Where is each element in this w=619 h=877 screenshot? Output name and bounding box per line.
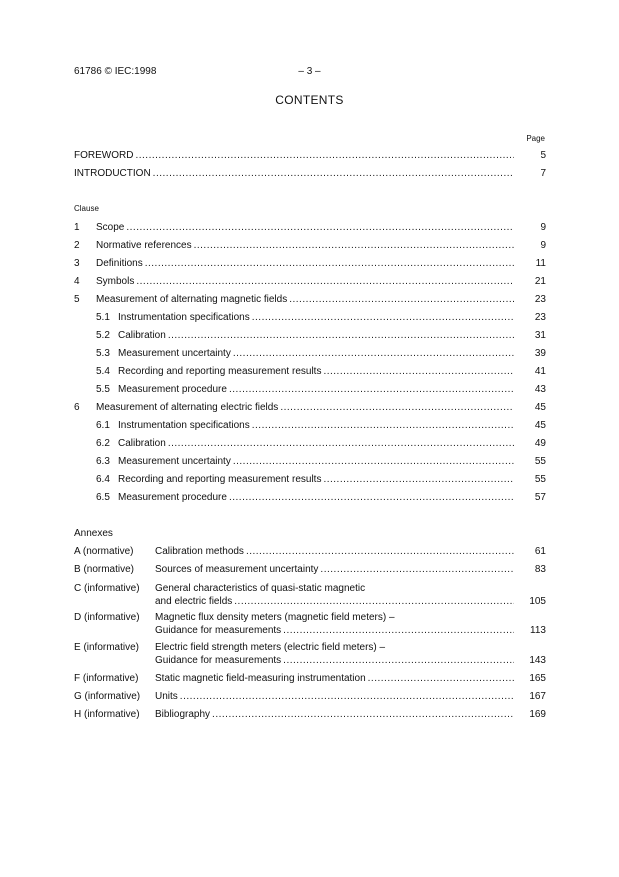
entry-title-line2: and electric fields	[155, 596, 233, 607]
dot-leader	[289, 293, 514, 307]
toc-entry[interactable]	[74, 491, 546, 505]
toc-entry[interactable]	[74, 455, 546, 469]
entry-page: 55	[534, 456, 546, 467]
entry-page: 61	[534, 546, 546, 557]
entry-title: Instrumentation specifications	[118, 420, 250, 431]
entry-number: 2	[74, 240, 80, 251]
entry-number: 1	[74, 222, 80, 233]
entry-page: 43	[534, 384, 546, 395]
toc-entry[interactable]	[74, 239, 546, 253]
entry-page: 113	[530, 625, 546, 636]
entry-title: Measurement of alternating electric fields	[96, 402, 279, 413]
toc-entry[interactable]	[74, 419, 546, 433]
toc-entry[interactable]	[74, 329, 546, 343]
dot-leader	[136, 275, 514, 289]
toc-entry[interactable]	[74, 473, 546, 487]
dot-leader	[194, 239, 514, 253]
entry-page: 55	[534, 474, 546, 485]
dot-leader	[368, 672, 514, 686]
toc-entry[interactable]	[74, 365, 546, 379]
dot-leader	[153, 167, 514, 181]
entry-page: 45	[534, 420, 546, 431]
toc-entry[interactable]	[74, 611, 546, 639]
entry-title: Calibration	[118, 438, 166, 449]
entry-number: 6.3	[96, 456, 110, 467]
entry-title: Calibration methods	[155, 546, 244, 557]
toc-entry[interactable]	[74, 221, 546, 235]
dot-leader	[212, 708, 514, 722]
toc-entry[interactable]	[74, 641, 546, 669]
dot-leader	[323, 365, 514, 379]
dot-leader	[323, 473, 514, 487]
annexes-heading: Annexes	[74, 528, 113, 539]
dot-leader	[180, 690, 514, 704]
entry-page: 49	[534, 438, 546, 449]
entry-number: 6	[74, 402, 80, 413]
dot-leader	[168, 329, 514, 343]
entry-title: Measurement uncertainty	[118, 456, 231, 467]
entry-title: Instrumentation specifications	[118, 312, 250, 323]
entry-number: C (informative)	[74, 583, 140, 594]
entry-title: Symbols	[96, 276, 135, 287]
entry-number: 4	[74, 276, 80, 287]
entry-number: F (informative)	[74, 673, 139, 684]
entry-title: FOREWORD	[74, 150, 134, 161]
entry-number: 6.2	[96, 438, 110, 449]
dot-leader	[145, 257, 514, 271]
dot-leader	[252, 311, 514, 325]
entry-page: 9	[540, 222, 546, 233]
entry-page: 23	[534, 294, 546, 305]
entry-page: 31	[534, 330, 546, 341]
entry-number: 6.1	[96, 420, 110, 431]
dot-leader	[283, 624, 514, 637]
page-title: CONTENTS	[275, 93, 344, 107]
toc-entry[interactable]	[74, 149, 546, 163]
entry-title: Bibliography	[155, 709, 211, 720]
entry-page: 165	[529, 673, 546, 684]
entry-page: 9	[540, 240, 546, 251]
entry-number: D (informative)	[74, 612, 140, 623]
entry-title-line1: General characteristics of quasi-static magnetic	[155, 583, 366, 594]
entry-page: 83	[534, 564, 546, 575]
entry-number: 5.5	[96, 384, 110, 395]
entry-page: 167	[529, 691, 546, 702]
entry-number: 5.4	[96, 366, 110, 377]
entry-page: 39	[534, 348, 546, 359]
entry-title-line2: Guidance for measurements	[155, 655, 282, 666]
entry-number: 3	[74, 258, 80, 269]
entry-title: Measurement procedure	[118, 492, 227, 503]
toc-entry[interactable]	[74, 545, 546, 559]
entry-title: Recording and reporting measurement results	[118, 366, 322, 377]
entry-title: Measurement uncertainty	[118, 348, 231, 359]
entry-title-line1: Electric field strength meters (electric field meters) –	[155, 642, 386, 653]
clause-column-label: Clause	[74, 204, 99, 213]
entry-number: G (informative)	[74, 691, 141, 702]
entry-page: 143	[529, 655, 546, 666]
entry-title: Measurement of alternating magnetic fields	[96, 294, 288, 305]
toc-entry[interactable]	[74, 672, 546, 686]
dot-leader	[135, 149, 514, 163]
entry-number: A (normative)	[74, 546, 134, 557]
entry-number: H (informative)	[74, 709, 140, 720]
toc-entry[interactable]	[74, 347, 546, 361]
entry-number: B (normative)	[74, 564, 135, 575]
entry-page: 57	[534, 492, 546, 503]
entry-page: 23	[534, 312, 546, 323]
entry-title: Sources of measurement uncertainty	[155, 564, 319, 575]
dot-leader	[126, 221, 514, 235]
entry-number: 6.4	[96, 474, 110, 485]
entry-page: 41	[534, 366, 546, 377]
toc-entry[interactable]	[74, 167, 546, 181]
page-number: – 3 –	[298, 66, 321, 77]
dot-leader	[320, 563, 514, 577]
dot-leader	[283, 654, 514, 667]
dot-leader	[280, 401, 514, 415]
toc-entry[interactable]	[74, 275, 546, 289]
entry-page: 45	[534, 402, 546, 413]
entry-page: 11	[535, 258, 546, 269]
entry-title: Calibration	[118, 330, 166, 341]
dot-leader	[234, 595, 514, 608]
entry-title: Units	[155, 691, 178, 702]
entry-page: 105	[529, 596, 546, 607]
dot-leader	[233, 347, 514, 361]
entry-title: Measurement procedure	[118, 384, 227, 395]
dot-leader	[229, 383, 514, 397]
toc-entry[interactable]	[74, 383, 546, 397]
toc-entry[interactable]	[74, 257, 546, 271]
toc-entry[interactable]	[74, 293, 546, 307]
dot-leader	[252, 419, 514, 433]
entry-number: 6.5	[96, 492, 110, 503]
toc-entry[interactable]	[74, 582, 546, 610]
entry-title: INTRODUCTION	[74, 168, 151, 179]
entry-page: 169	[529, 709, 546, 720]
entry-title: Recording and reporting measurement results	[118, 474, 322, 485]
entry-number: 5.1	[96, 312, 110, 323]
toc-entry[interactable]	[74, 401, 546, 415]
entry-title: Definitions	[96, 258, 143, 269]
dot-leader	[246, 545, 514, 559]
document-id: 61786 © IEC:1998	[74, 66, 157, 77]
entry-page: 5	[540, 150, 546, 161]
entry-number: 5.3	[96, 348, 110, 359]
dot-leader	[233, 455, 514, 469]
toc-entry[interactable]	[74, 563, 546, 577]
entry-title-line2: Guidance for measurements	[155, 625, 282, 636]
page-column-label: Page	[526, 134, 545, 143]
toc-entry[interactable]	[74, 708, 546, 722]
toc-entry[interactable]	[74, 690, 546, 704]
dot-leader	[229, 491, 514, 505]
entry-title: Static magnetic field-measuring instrumentation	[155, 673, 366, 684]
entry-title-line1: Magnetic flux density meters (magnetic field meters) –	[155, 612, 395, 623]
entry-title: Scope	[96, 222, 125, 233]
toc-entry[interactable]	[74, 437, 546, 451]
entry-page: 7	[540, 168, 546, 179]
toc-entry[interactable]	[74, 311, 546, 325]
dot-leader	[168, 437, 514, 451]
entry-number: E (informative)	[74, 642, 140, 653]
entry-number: 5	[74, 294, 80, 305]
entry-number: 5.2	[96, 330, 110, 341]
entry-title: Normative references	[96, 240, 192, 251]
entry-page: 21	[534, 276, 546, 287]
